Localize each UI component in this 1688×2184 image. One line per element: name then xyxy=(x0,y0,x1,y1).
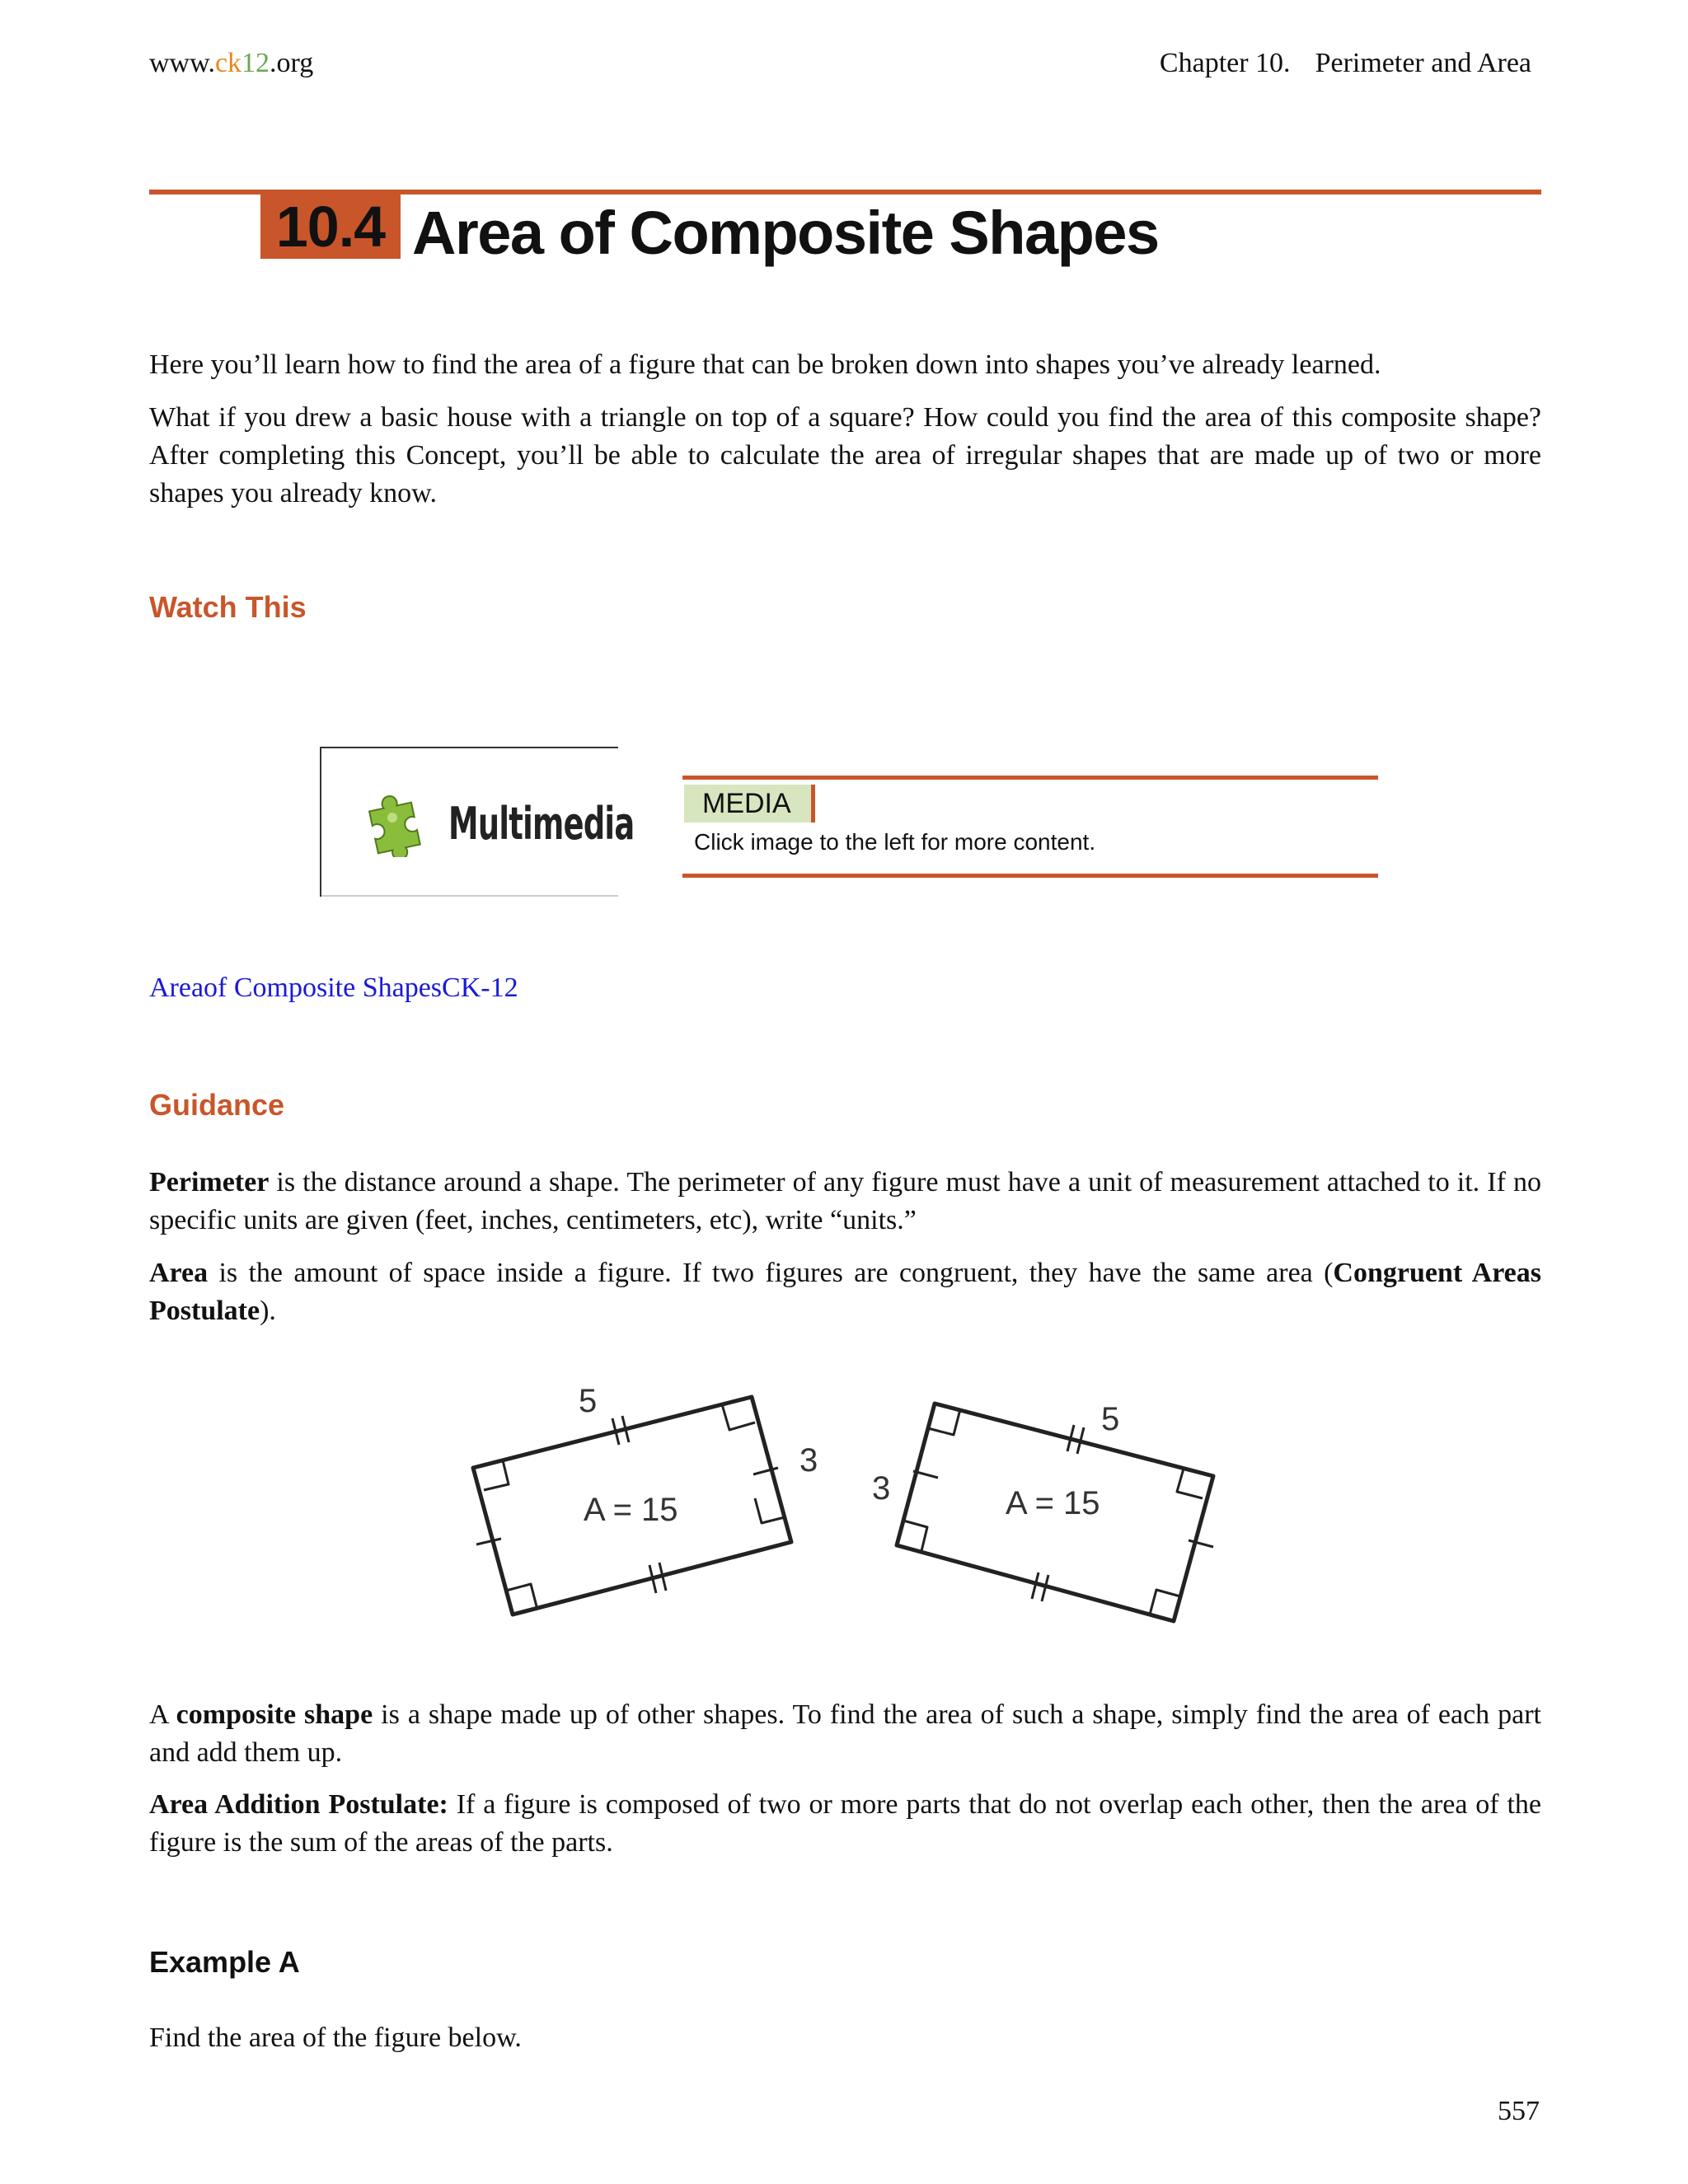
url-prefix: www. xyxy=(149,48,215,78)
area-paragraph xyxy=(149,1254,1541,1330)
multimedia-label: Multimedia xyxy=(448,798,635,850)
area-addition-definition: If a figure is composed of two or more parts that do not overlap each other, then the area of the figure is the sum of the areas of the parts. xyxy=(149,1789,1542,1858)
url-12: 12 xyxy=(241,48,270,78)
congruent-rectangles-figure xyxy=(462,1372,1236,1636)
intro-paragraph-2: What if you drew a basic house with a triangle on top of a square? How could you find the area of this composite shape? After completing this Concept, you’ll be able to calculate the area of irregular shapes that are made up of two or more shapes you already know. xyxy=(149,402,1541,509)
multimedia-thumbnail[interactable] xyxy=(320,747,635,897)
guidance-heading: Guidance xyxy=(149,1088,285,1122)
perimeter-paragraph xyxy=(149,1164,1541,1240)
video-link[interactable]: Areaof Composite ShapesCK-12 xyxy=(149,972,518,1003)
composite-a: A xyxy=(149,1699,176,1730)
page-number: 557 xyxy=(1498,2096,1540,2126)
section-number: 10.4 xyxy=(260,194,401,259)
chapter-title: Perimeter and Area xyxy=(1315,48,1531,78)
chapter-number: Chapter 10. xyxy=(1159,48,1291,78)
area-term: Area xyxy=(149,1258,209,1288)
example-a-heading: Example A xyxy=(149,1945,300,1979)
media-label: MEDIA xyxy=(684,785,815,823)
thumbnail-bottom-edge xyxy=(321,895,618,897)
perimeter-term: Perimeter xyxy=(149,1167,270,1197)
watch-this-heading: Watch This xyxy=(149,590,307,624)
perimeter-definition: is the distance around a shape. The perimeter of any figure must have a unit of measurement attached to it. If no specific units are given (feet, inches, centimeters, etc), write “units.” xyxy=(149,1167,1541,1235)
right-label-5: 5 xyxy=(1101,1401,1120,1437)
media-note: Click image to the left for more content. xyxy=(694,829,1096,855)
area-definition: is the amount of space inside a figure. If two figures are congruent, they have the same area ( xyxy=(208,1258,1334,1288)
left-label-5: 5 xyxy=(579,1383,598,1419)
example-a-text: Find the area of the figure below. xyxy=(149,2022,522,2053)
site-url xyxy=(149,48,313,79)
composite-definition: is a shape made up of other shapes. To find the area of such a shape, simply find the area of each part and add them up. xyxy=(149,1699,1541,1768)
chapter-header xyxy=(1160,48,1531,79)
area-addition-paragraph xyxy=(149,1786,1541,1862)
url-suffix: .org xyxy=(270,48,314,78)
composite-term: composite shape xyxy=(176,1699,373,1730)
congruent-areas-postulate: Congruent Areas Postulate xyxy=(149,1258,1541,1326)
url-ck: ck xyxy=(214,48,242,78)
intro-paragraph-1: Here you’ll learn how to find the area of a figure that can be broken down into shapes you’ve already learned. xyxy=(149,349,1381,380)
area-end: ). xyxy=(260,1296,276,1326)
composite-paragraph xyxy=(149,1696,1541,1772)
right-area-label: A = 15 xyxy=(1006,1485,1100,1521)
right-label-3: 3 xyxy=(872,1470,891,1507)
section-title: Area of Composite Shapes xyxy=(412,199,1159,267)
puzzle-icon xyxy=(361,791,432,857)
area-addition-term: Area Addition Postulate: xyxy=(149,1789,448,1820)
left-label-3: 3 xyxy=(799,1442,818,1479)
media-box xyxy=(682,776,1378,878)
left-area-label: A = 15 xyxy=(584,1492,678,1528)
